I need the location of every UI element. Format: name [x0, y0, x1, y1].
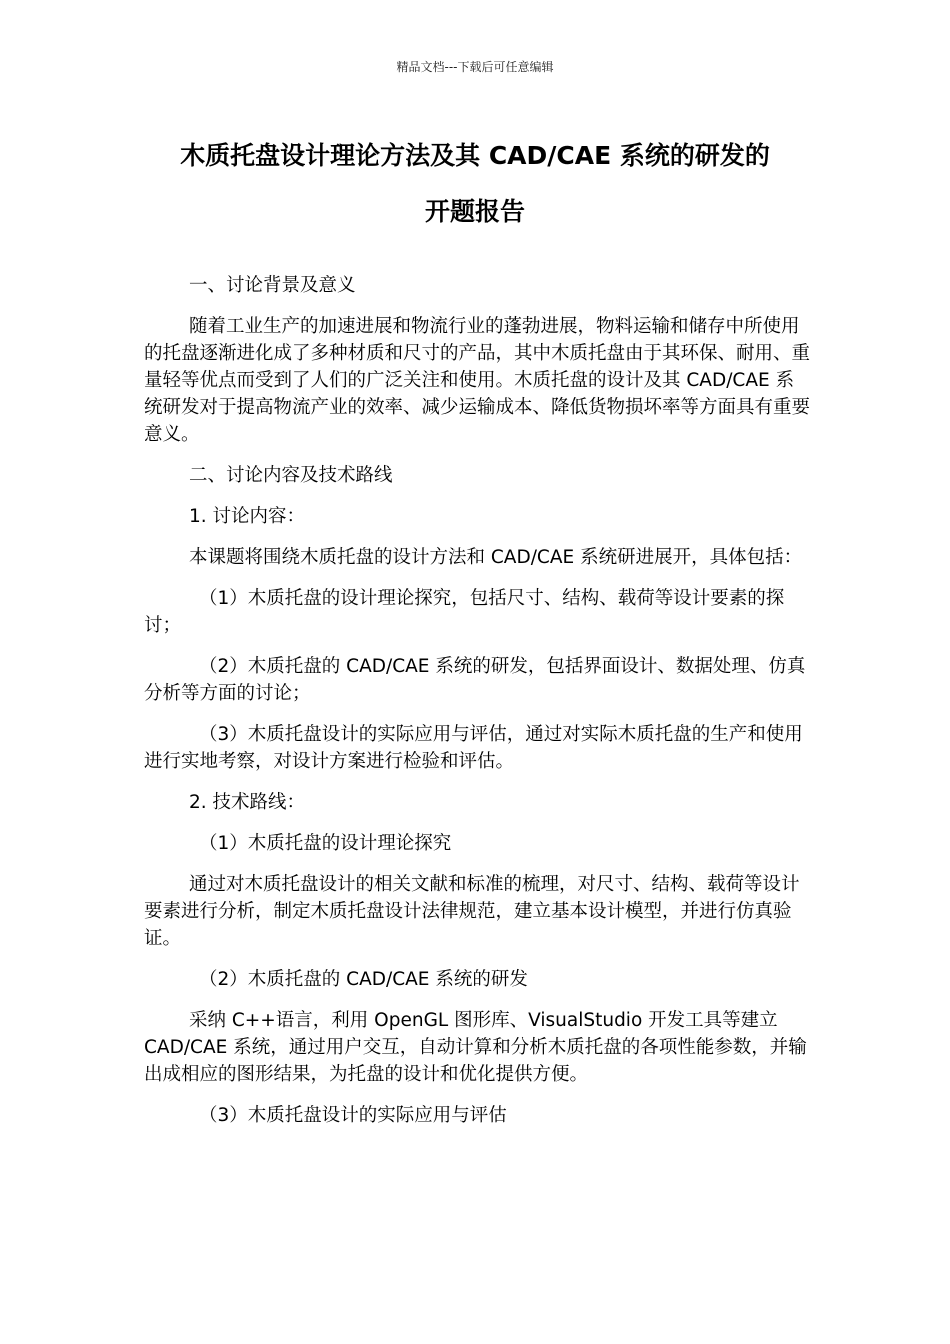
paragraph-route-1: 通过对木质托盘设计的相关文献和标准的梳理，对尺寸、结构、载荷等设计要素进行分析，制定木质托盘设计法律规范，建立基本设计模型，并进行仿真验证。 — [144, 874, 800, 949]
route-heading-3: （3）木质托盘设计的实际应用与评估 — [199, 1105, 507, 1126]
document-title-line-2: 开题报告 — [424, 197, 525, 226]
list-item-2: （2）木质托盘的 CAD/CAE 系统的研发，包括界面设计、数据处理、仿真分析等方面的讨论； — [144, 656, 806, 704]
section-heading-background: 一、讨论背景及意义 — [189, 275, 356, 296]
section-heading-content: 二、讨论内容及技术路线 — [189, 465, 393, 486]
paragraph-route-2: 采纳 C++语言，利用 OpenGL 图形库、VisualStudio 开发工具等建立 CAD/CAE 系统，通过用户交互，自动计算和分析木质托盘的各项性能参数，并输出成相应的图形结果，为托盘的设计和优化提供方便。 — [144, 1010, 807, 1085]
subheading-technical-route: 2. 技术路线： — [189, 792, 306, 813]
document-body — [144, 272, 810, 1143]
route-heading-2: （2）木质托盘的 CAD/CAE 系统的研发 — [199, 969, 528, 990]
document-title-line-1: 木质托盘设计理论方法及其 CAD/CAE 系统的研发的 — [180, 141, 770, 170]
list-item-3: （3）木质托盘设计的实际应用与评估，通过对实际木质托盘的生产和使用进行实地考察，对设计方案进行检验和评估。 — [144, 724, 803, 772]
route-heading-1: （1）木质托盘的设计理论探究 — [199, 833, 452, 854]
paragraph-background: 随着工业生产的加速进展和物流行业的蓬勃进展，物料运输和储存中所使用的托盘逐渐进化成了多种材质和尺寸的产品，其中木质托盘由于其环保、耐用、重量轻等优点而受到了人们的广泛关注和使用。木质托盘的设计及其 CAD/CAE 系统研发对于提高物流产业的效率、减少运输成本、降低货物损坏率等方面具有重要意义。 — [144, 316, 811, 445]
paragraph-research-intro: 本课题将围绕木质托盘的设计方法和 CAD/CAE 系统研进展开，具体包括： — [189, 547, 803, 568]
list-item-1: （1）木质托盘的设计理论探究，包括尺寸、结构、载荷等设计要素的探讨； — [144, 588, 785, 636]
subheading-research-content: 1. 讨论内容： — [189, 506, 306, 527]
page-header: 精品文档---下载后可任意编辑 — [396, 60, 554, 74]
